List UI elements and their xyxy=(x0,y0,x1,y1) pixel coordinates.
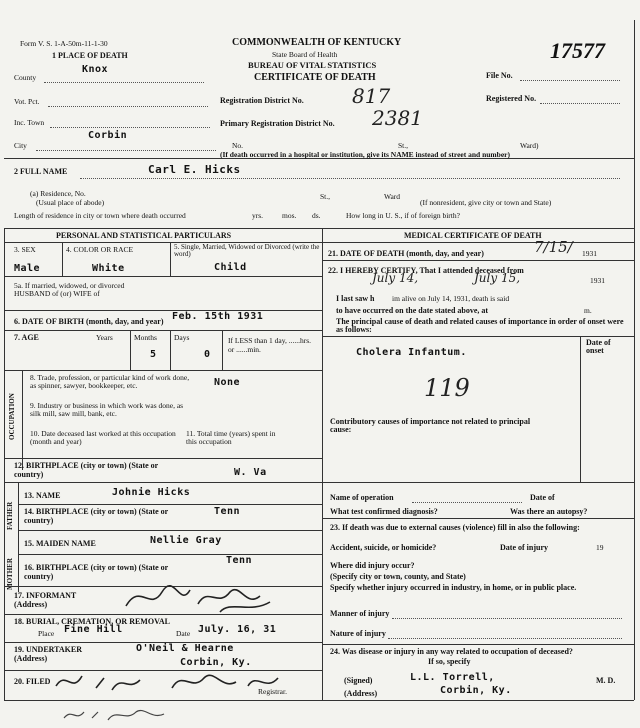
residence-label: (a) Residence, No. xyxy=(30,189,86,198)
filed-signature xyxy=(52,664,292,698)
line xyxy=(80,178,620,179)
rule xyxy=(322,336,634,337)
informant-label: 17. INFORMANT (Address) xyxy=(14,591,77,609)
principal-text: The principal cause of death and related causes of importance in order of onset were as follows: xyxy=(336,317,624,335)
rule xyxy=(322,260,634,261)
place-of-death-heading: 1 PLACE OF DEATH xyxy=(52,51,128,60)
sex-value: Male xyxy=(14,263,41,274)
column-divider xyxy=(322,228,323,700)
father-name-label: 13. NAME xyxy=(24,491,61,500)
medical-section-heading: MEDICAL CERTIFICATE OF DEATH xyxy=(404,231,542,240)
accident-label: Accident, suicide, or homicide? xyxy=(330,543,437,552)
birthplace-value: W. Va xyxy=(234,467,267,478)
registration-district-value: 817 xyxy=(352,84,391,108)
rule xyxy=(4,310,322,311)
maiden-name-label: 15. MAIDEN NAME xyxy=(24,539,96,548)
burial-date-value: July. 16, 31 xyxy=(198,624,277,635)
line xyxy=(520,80,620,81)
hospital-note: (If death occurred in a hospital or institution, give its NAME instead of street and number) xyxy=(220,150,511,159)
length-mos: mos. xyxy=(282,211,297,220)
cause-code: 119 xyxy=(424,374,470,402)
rule xyxy=(130,330,131,370)
bottom-signature xyxy=(60,704,180,726)
rule xyxy=(18,530,322,531)
burial-label: 18. BURIAL, CREMATION, OR REMOVAL xyxy=(14,617,170,626)
rule xyxy=(322,518,634,519)
ward-label: Ward) xyxy=(520,141,539,150)
injury-year: 19 xyxy=(596,543,604,552)
father-birthplace-value: Tenn xyxy=(214,506,241,517)
cause-of-death-value: Cholera Infantum. xyxy=(356,347,467,358)
m-label: m. xyxy=(584,306,592,315)
certify-year: 1931 xyxy=(590,276,605,285)
city-label: City xyxy=(14,141,27,150)
certify-to: July 15, xyxy=(474,271,521,285)
contributory-text: Contributory causes of importance not related to principal cause: xyxy=(330,417,531,435)
nature-label: Nature of injury xyxy=(330,629,386,638)
rule xyxy=(4,458,322,459)
line xyxy=(388,638,622,639)
rule xyxy=(4,228,634,229)
color-label: 4. COLOR OR RACE xyxy=(66,245,134,254)
external-causes-label: 23. If death was due to external causes (violence) fill in also the following: xyxy=(330,523,580,532)
commonwealth-heading: COMMONWEALTH OF KENTUCKY xyxy=(232,37,402,48)
certify-from: July 14, xyxy=(372,271,419,285)
signed-value: L.L. Torrell, xyxy=(410,672,495,683)
bureau-heading: BUREAU OF VITAL STATISTICS xyxy=(248,60,377,70)
autopsy-label: Was there an autopsy? xyxy=(510,507,588,516)
sex-label: 3. SEX xyxy=(14,245,36,254)
file-no-label: File No. xyxy=(486,71,513,80)
md-label: M. D. xyxy=(596,676,616,685)
mother-vertical-label: MOTHER xyxy=(6,558,14,590)
line xyxy=(392,618,622,619)
father-vertical-label: FATHER xyxy=(6,501,14,530)
manner-label: Manner of injury xyxy=(330,609,390,618)
dob-label: 6. DATE OF BIRTH (month, day, and year) xyxy=(14,317,164,326)
rule xyxy=(4,330,322,331)
residence-st: St., xyxy=(320,192,331,201)
occupation-vertical-label: OCCUPATION xyxy=(8,393,16,440)
birthplace-label: 12. BIRTHPLACE (city or town) (State or country) xyxy=(14,461,159,479)
registered-no-label: Registered No. xyxy=(486,94,537,103)
st-label: St., xyxy=(398,141,409,150)
length-of-residence: Length of residence in city or town where death occurred xyxy=(14,211,186,220)
certify-line: 22. I HEREBY CERTIFY, That I attended deceased from xyxy=(328,266,524,275)
full-name-label: 2 FULL NAME xyxy=(14,167,68,176)
county-label: County xyxy=(14,73,37,82)
line xyxy=(412,502,522,503)
specify-where-label: (Specify city or town, county, and State) xyxy=(330,572,466,581)
father-birthplace-label: 14. BIRTHPLACE (city or town) (State or country) xyxy=(24,507,169,525)
marital-value: Child xyxy=(214,262,247,273)
disease-related-label: 24. Was disease or injury in any way related to occupation of deceased? xyxy=(330,647,573,656)
rule xyxy=(322,482,634,483)
rule xyxy=(22,370,23,470)
age-label: 7. AGE xyxy=(14,333,39,342)
rule xyxy=(4,370,322,371)
operation-label: Name of operation xyxy=(330,493,394,502)
rule xyxy=(18,482,19,592)
date-of-death-year: 1931 xyxy=(582,249,597,258)
registration-district-label: Registration District No. xyxy=(220,96,304,105)
rule xyxy=(62,242,63,276)
date-of-onset-label: Date of onset xyxy=(586,338,611,356)
operation-date-label: Date of xyxy=(530,493,555,502)
total-time-label: 11. Total time (years) spent in this occupation xyxy=(186,429,276,446)
line xyxy=(540,103,620,104)
primary-district-value: 2381 xyxy=(372,106,423,130)
color-value: White xyxy=(92,263,125,274)
line xyxy=(50,127,210,128)
full-name-value: Carl E. Hicks xyxy=(148,163,241,176)
no-label: No. xyxy=(232,141,244,150)
undertaker-address: Corbin, Ky. xyxy=(180,657,252,668)
line xyxy=(44,82,204,83)
undertaker-label: 19. UNDERTAKER (Address) xyxy=(14,645,83,663)
how-long-label: How long in U. S., if of foreign birth? xyxy=(346,211,460,220)
filed-label: 20. FILED xyxy=(14,677,51,686)
undertaker-value: O'Neil & Hearne xyxy=(136,643,234,654)
rule xyxy=(4,276,322,277)
date-of-death-label: 21. DATE OF DEATH (month, day, and year) xyxy=(328,249,484,258)
signed-label: (Signed) xyxy=(344,676,373,685)
county-value: Knox xyxy=(82,64,109,75)
marital-label: 5. Single, Married, Widowed or Divorced (write the word) xyxy=(174,243,320,259)
burial-place-label: Place xyxy=(38,629,55,638)
residence-sub: (Usual place of abode) xyxy=(36,198,105,207)
age-months-label: Months xyxy=(134,333,157,342)
age-months-value: 5 xyxy=(150,349,157,360)
rule xyxy=(4,614,322,615)
mother-birthplace-value: Tenn xyxy=(226,555,253,566)
address-label: (Address) xyxy=(344,689,378,698)
rule xyxy=(170,242,171,276)
personal-section-heading: PERSONAL AND STATISTICAL PARTICULARS xyxy=(56,231,232,240)
length-yrs: yrs. xyxy=(252,211,264,220)
form-id: Form V. S. 1-A-50m-11-1-30 xyxy=(20,39,108,48)
maiden-name-value: Nellie Gray xyxy=(150,535,222,546)
primary-district-label: Primary Registration District No. xyxy=(220,119,335,128)
city-value: Corbin xyxy=(88,130,128,141)
diagnosis-label: What test confirmed diagnosis? xyxy=(330,507,438,516)
nonresident-note: (If nonresident, give city or town and State) xyxy=(420,198,552,207)
burial-date-label: Date xyxy=(176,629,191,638)
age-years-label: Years xyxy=(96,333,113,342)
date-of-death-value: 7/15/ xyxy=(534,238,573,256)
age-days-value: 0 xyxy=(204,349,211,360)
rule xyxy=(322,242,634,243)
inc-town-label: Inc. Town xyxy=(14,118,45,127)
vot-pct-label: Vot. Pct. xyxy=(14,97,40,106)
occurred-text: to have occurred on the date stated above, at xyxy=(336,306,489,315)
trade-value: None xyxy=(214,377,241,388)
rule xyxy=(18,504,322,505)
line xyxy=(36,150,216,151)
last-saw-value: im alive on July 14, 1931, death is said xyxy=(392,294,510,303)
line xyxy=(48,106,208,107)
where-injury-label: Where did injury occur? xyxy=(330,561,415,570)
rule xyxy=(580,336,581,482)
burial-place-value: Fine Hill xyxy=(64,624,123,635)
certificate-number: 17577 xyxy=(550,38,605,63)
last-saw-label: I last saw h xyxy=(336,294,375,303)
rule xyxy=(222,330,223,370)
rule xyxy=(18,554,322,555)
spouse-label: 5a. If married, widowed, or divorced HUSBAND of (or) WIFE of xyxy=(14,281,125,298)
last-worked-label: 10. Date deceased last worked at this occupation (month and year) xyxy=(30,429,176,446)
if-so-label: If so, specify xyxy=(428,657,471,666)
industry-label: 9. Industry or business in which work was done, as silk mill, saw mill, bank, etc. xyxy=(30,401,184,418)
age-days-label: Days xyxy=(174,333,190,342)
informant-signature xyxy=(120,578,290,618)
certificate-title: CERTIFICATE OF DEATH xyxy=(254,72,376,83)
specify-industry-label: Specify whether injury occurred in industry, in home, or in public place. xyxy=(330,583,577,592)
injury-date-label: Date of injury xyxy=(500,543,548,552)
board-heading: State Board of Health xyxy=(272,50,338,59)
length-ds: ds. xyxy=(312,211,321,220)
rule xyxy=(170,330,171,370)
rule xyxy=(322,644,634,645)
registrar-label: Registrar. xyxy=(258,687,287,696)
address-value: Corbin, Ky. xyxy=(440,685,512,696)
father-name-value: Johnie Hicks xyxy=(112,487,191,498)
rule xyxy=(4,482,322,483)
less-than-day: If LESS than 1 day, ......hrs. or ......min. xyxy=(228,336,312,354)
mother-birthplace-label: 16. BIRTHPLACE (city or town) (State or country) xyxy=(24,563,169,581)
dob-value: Feb. 15th 1931 xyxy=(172,311,264,322)
residence-ward: Ward xyxy=(384,192,401,201)
rule xyxy=(4,700,634,701)
rule xyxy=(4,228,5,700)
rule xyxy=(634,20,635,700)
trade-label: 8. Trade, profession, or particular kind of work done, as spinner, sawyer, bookkeeper, etc. xyxy=(30,373,190,390)
